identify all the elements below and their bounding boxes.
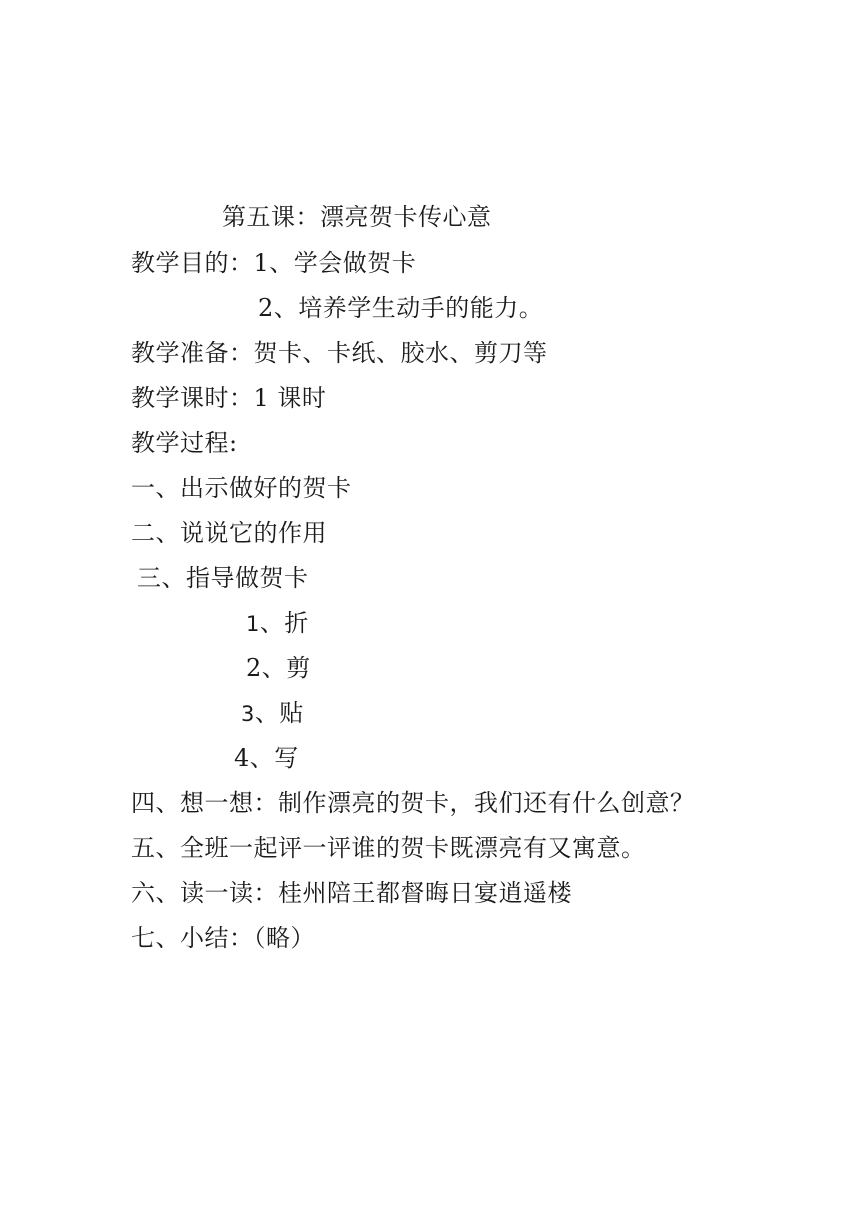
step-item <box>241 698 304 729</box>
step-item <box>246 608 309 639</box>
section-5: 五、全班一起评一评谁的贺卡既漂亮有又寓意。 <box>131 834 646 862</box>
step-text: 、折 <box>259 609 309 637</box>
step-number: 3 <box>241 702 255 726</box>
section-7: 七、小结：（略） <box>131 924 315 952</box>
step-text: 、剪 <box>261 654 311 682</box>
teaching-preparation: 教学准备：贺卡、卡纸、胶水、剪刀等 <box>131 339 548 367</box>
step-text: 、贴 <box>254 699 304 727</box>
step-item <box>234 743 299 773</box>
lesson-title: 第五课：漂亮贺卡传心意 <box>222 203 492 231</box>
section-3: 三、指导做贺卡 <box>137 564 309 592</box>
step-item <box>246 653 311 683</box>
teaching-process-heading: 教学过程: <box>131 429 238 457</box>
teaching-objective-line-1: 教学目的：1、学会做贺卡 <box>131 249 417 277</box>
step-number: 1 <box>246 612 260 636</box>
section-6: 六、读一读：桂州陪王都督晦日宴逍遥楼 <box>131 879 572 907</box>
step-number: 2 <box>246 654 262 682</box>
teaching-objective-line-2: 2、培养学生动手的能力。 <box>258 294 544 322</box>
teaching-class-hours: 教学课时：1 课时 <box>131 384 327 412</box>
section-2: 二、说说它的作用 <box>131 519 327 547</box>
step-text: 、写 <box>249 744 299 772</box>
step-number: 4 <box>234 744 250 772</box>
section-1: 一、出示做好的贺卡 <box>131 474 352 502</box>
section-4: 四、想一想：制作漂亮的贺卡，我们还有什么创意？ <box>131 789 695 817</box>
